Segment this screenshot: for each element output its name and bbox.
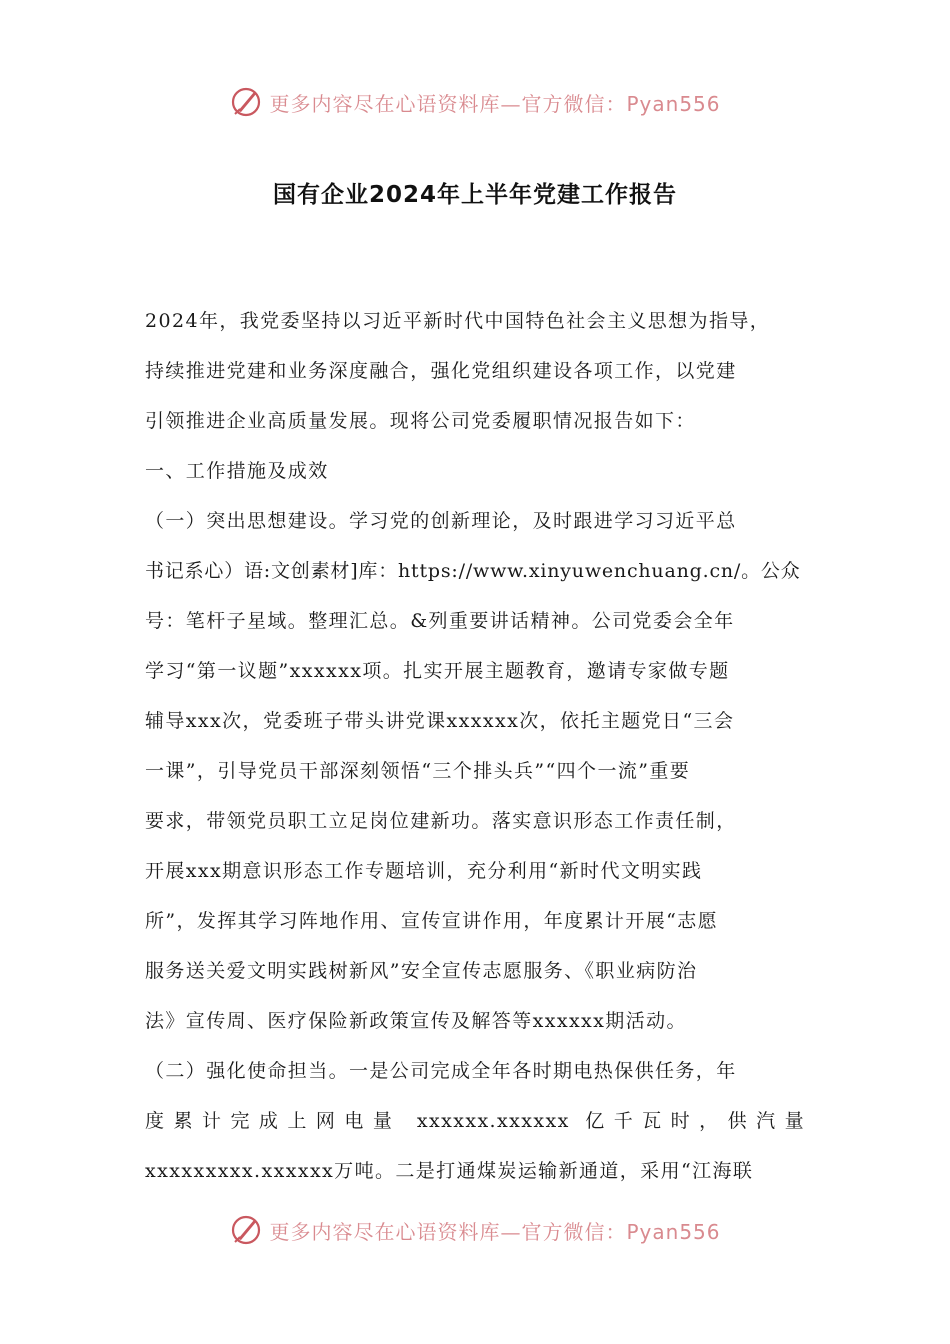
body-line: 度累计完成上网电量 xxxxxx.xxxxxx 亿千瓦时，供汽量	[145, 1110, 805, 1132]
body-line: 辅导xxx次，党委班子带头讲党课xxxxxx次，依托主题党日“三会	[145, 710, 735, 732]
body-line: 服务送关爱文明实践树新风”安全宣传志愿服务、《职业病防治	[145, 960, 698, 982]
body-line: 2024年，我党委坚持以习近平新时代中国特色社会主义思想为指导，	[145, 310, 771, 332]
body-line: 要求，带领党员职工立足岗位建新功。落实意识形态工作责任制，	[145, 810, 737, 832]
body-line: 一课”，引导党员干部深刻领悟“三个排头兵”“四个一流”重要	[145, 760, 691, 782]
section-heading: 一、工作措施及成效	[145, 460, 329, 482]
wechat-id: Pyan556	[626, 1219, 721, 1244]
wechat-id: Pyan556	[626, 91, 721, 116]
body-line: 引领推进企业高质量发展。现将公司党委履职情况报告如下：	[145, 410, 696, 432]
body-line: （一）突出思想建设。学习党的创新理论，及时跟进学习习近平总	[145, 510, 737, 532]
body-line: 持续推进党建和业务深度融合，强化党组织建设各项工作，以党建	[145, 360, 737, 382]
body-line: 号：笔杆子星域。整理汇总。&列重要讲话精神。公司党委会全年	[145, 610, 735, 632]
body-line: 法》宣传周、医疗保险新政策宣传及解答等xxxxxx期活动。	[145, 1010, 687, 1032]
body-line: （二）强化使命担当。一是公司完成全年各时期电热保供任务，年	[145, 1060, 737, 1082]
document-title: 国有企业2024年上半年党建工作报告	[272, 182, 677, 208]
watermark-text: 更多内容尽在心语资料库—官方微信：Pyan556	[269, 91, 721, 116]
body-line-with-url: 书记系心）语:文创素材]库：https://www.xinyuwenchuang.cn/。公众	[145, 560, 801, 582]
quill-logo-icon	[229, 1213, 263, 1247]
body-line: xxxxxxxxx.xxxxxx万吨。二是打通煤炭运输新通道，采用“江海联	[145, 1160, 754, 1182]
body-line: 学习“第一议题”xxxxxx项。扎实开展主题教育，邀请专家做专题	[145, 660, 730, 682]
body-line: 开展xxx期意识形态工作专题培训，充分利用“新时代文明实践	[145, 860, 703, 882]
document-body	[145, 296, 805, 1196]
watermark-text: 更多内容尽在心语资料库—官方微信：Pyan556	[269, 1219, 721, 1244]
body-line: 所”，发挥其学习阵地作用、宣传宣讲作用，年度累计开展“志愿	[145, 910, 719, 932]
quill-logo-icon	[229, 85, 263, 119]
footer-watermark	[0, 1210, 950, 1250]
header-watermark	[0, 82, 950, 122]
